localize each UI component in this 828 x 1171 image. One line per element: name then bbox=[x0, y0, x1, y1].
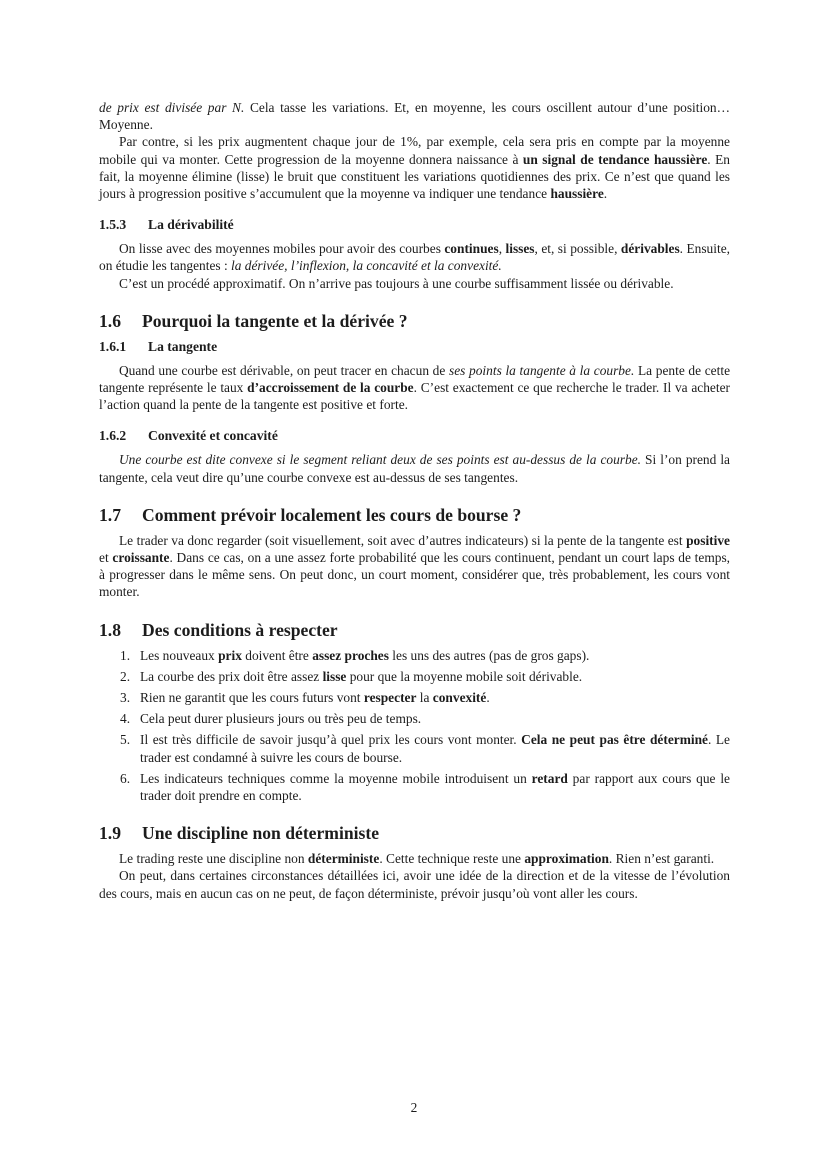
derivability-paragraph-2: C’est un procédé approximatif. On n’arrive pas toujours à une courbe suffisamment lissée ou dérivable. bbox=[119, 275, 674, 291]
discipline-paragraph-1: Le trading reste une discipline non déterministe. Cette technique reste une approximation. Rien n’est garanti. bbox=[119, 851, 715, 867]
section-heading-1-6: 1.6 Pourquoi la tangente et la dérivée ? bbox=[99, 310, 408, 331]
section-heading-1-6-1: 1.6.1 La tangente bbox=[99, 338, 218, 354]
derivability-paragraph-1: On lisse avec des moyennes mobiles pour avoir des courbes continues, lisses, et, si possible, dérivables. Ensuite, on étudie les tangentes : la dérivée, l’inflexion, la concavité et la convexité. bbox=[99, 241, 730, 274]
section-heading-1-6-2: 1.6.2 Convexité et concavité bbox=[99, 428, 278, 444]
list-item: 3. Rien ne garantit que les cours futurs vont respecter la convexité. bbox=[120, 690, 490, 706]
list-item: 4. Cela peut durer plusieurs jours ou très peu de temps. bbox=[120, 711, 422, 727]
intro-paragraph-2: Par contre, si les prix augmentent chaque jour de 1%, par exemple, cela sera pris en compte par la moyenne mobile qui va monter. Cette progression de la moyenne donnera naissance à un signal de tendance haussière. En fait, la moyenne élimine (lisse) le bruit que constituent les variations quotidiennes des prix. Ce n’est que quand les jours à progression positive s’accumulent que la moyenne va indiquer une tendance haussière. bbox=[99, 134, 730, 202]
list-item: 1. Les nouveaux prix doivent être assez proches les uns des autres (pas de gros gaps). bbox=[120, 647, 590, 663]
tangent-paragraph: Quand une courbe est dérivable, on peut tracer en chacun de ses points la tangente à la courbe. La pente de cette tangente représente le taux d’accroissement de la courbe. C’est exactement ce que recherche le trader. Il va acheter l’action quand la pente de la tangente est positive et forte. bbox=[99, 362, 731, 413]
section-heading-1-8: 1.8 Des conditions à respecter bbox=[99, 619, 338, 640]
list-item: 6. Les indicateurs techniques comme la moyenne mobile introduisent un retard par rapport aux cours que le trader doit prendre en compte. bbox=[120, 770, 730, 804]
page-body bbox=[99, 99, 730, 902]
conditions-list bbox=[99, 647, 730, 805]
list-item: 2. La courbe des prix doit être assez lisse pour que la moyenne mobile soit dérivable. bbox=[120, 668, 583, 684]
forecast-paragraph: Le trader va donc regarder (soit visuellement, soit avec d’autres indicateurs) si la pente de la tangente est positive et croissante. Dans ce cas, on a une assez forte probabilité que les cours continuent, pendant un court laps de temps, à progresser dans le même sens. On peut donc, un court moment, considérer que, très probablement, les cours vont monter. bbox=[99, 532, 731, 600]
discipline-paragraph-2: On peut, dans certaines circonstances détaillées ici, avoir une idée de la direction et de la vitesse de l’évolution des cours, mais en aucun cas on ne peut, de façon déterministe, prévoir jusqu’où vont aller les cours. bbox=[99, 868, 730, 901]
section-heading-1-5-3: 1.5.3 La dérivabilité bbox=[99, 217, 234, 233]
list-item: 5. Il est très difficile de savoir jusqu’à quel prix les cours vont monter. Cela ne peut pas être déterminé. Le trader est condamné à suivre les cours de bourse. bbox=[120, 732, 730, 765]
intro-paragraph-1: de prix est divisée par N. Cela tasse les variations. Et, en moyenne, les cours oscillent autour d’une position… Moyenne. bbox=[99, 100, 730, 133]
convexity-paragraph: Une courbe est dite convexe si le segment reliant deux de ses points est au-dessus de la courbe. Si l’on prend la tangente, cela veut dire qu’une courbe convexe est au-dessus de ses tangentes. bbox=[99, 452, 730, 485]
section-heading-1-7: 1.7 Comment prévoir localement les cours de bourse ? bbox=[99, 504, 522, 525]
section-heading-1-9: 1.9 Une discipline non déterministe bbox=[99, 823, 380, 844]
page-number: 2 bbox=[410, 1100, 418, 1115]
